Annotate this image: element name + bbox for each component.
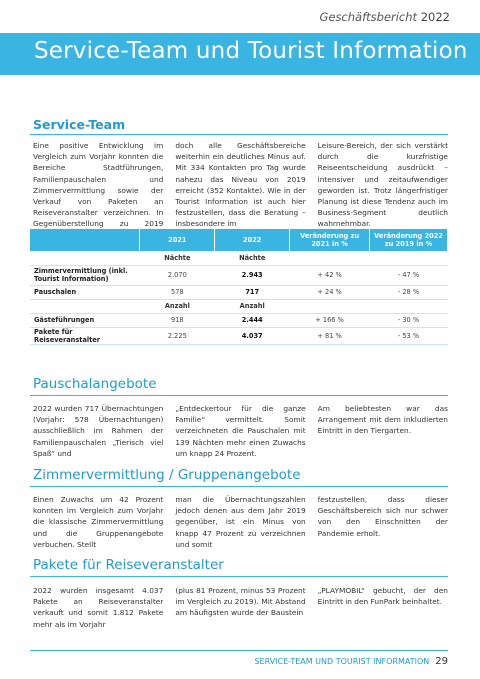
section-title-pauschalangebote: Pauschalangebote xyxy=(33,376,157,392)
paragraph: 2022 wurden 717 Übernachtungen (Vorjahr: 578 Übernachtungen) ausschließlich im Rahmen der Familienpauschalen „Tierisch viel Spaß“ und xyxy=(33,404,164,458)
page-footer xyxy=(254,656,448,667)
pauschal-text xyxy=(33,403,448,459)
table-subheader-row xyxy=(30,251,448,265)
section-rule xyxy=(30,395,448,396)
paragraph: man die Übernachtungszahlen jedoch denen aus dem Jahr 2019 gegenüber, ist ein Minus von knapp 47 Prozent zu verzeichnen und somit xyxy=(175,495,306,549)
paragraph: Am beliebtesten war das Arrangement mit dem inkludierten Eintritt in den Tiergarten. xyxy=(317,404,448,436)
table-header-cell xyxy=(30,229,140,251)
chapter-banner xyxy=(0,33,480,75)
pakete-text xyxy=(33,585,448,630)
section-rule xyxy=(30,134,448,135)
paragraph: Eine positive Entwicklung im Vergleich zum Vorjahr konnten die Bereiche Stadtführungen, Familienpauschalen und Zimmervermittlung sowie der Verkauf von Paketen an Reiseveranstalter verzeichnen. In Gegenüberstellung zu 2019 xyxy=(33,141,164,229)
section-rule xyxy=(30,576,448,577)
service-team-text xyxy=(33,140,448,241)
table-row xyxy=(30,327,448,344)
table-header-cell: 2021 xyxy=(140,229,215,251)
paragraph: (plus 81 Prozent, minus 53 Prozent im Vergleich zu 2019). Mit Abstand am häufigsten wurde der Baustein xyxy=(175,586,306,618)
chapter-title: Service-Team und Tourist Information xyxy=(34,38,468,64)
cell-2022: 717 xyxy=(215,285,290,299)
cell-change-2021: + 166 % xyxy=(290,313,370,327)
section-title-service-team: Service-Team xyxy=(33,117,126,132)
paragraph: 2022 wurden insgesamt 4.037 Pakete an Reiseveranstalter verkauft und somit 1.812 Pakete mehr als im Vorjahr xyxy=(33,586,164,629)
cell-2021: 2.070 xyxy=(140,265,215,285)
page-number: 29 xyxy=(435,656,448,667)
row-label: Gästeführungen xyxy=(30,313,140,327)
section-title-zimmervermittlung: Zimmervermittlung / Gruppenangebote xyxy=(33,467,301,483)
table-header-cell: Veränderung 2022 zu 2019 in % xyxy=(370,229,448,251)
cell-2022: 4.037 xyxy=(215,327,290,344)
section-rule xyxy=(30,486,448,487)
paragraph: festzustellen, dass dieser Geschäftsbereich sich nur schwer von den Einschnitten der Pandemie erholt. xyxy=(317,495,448,538)
table-header-row xyxy=(30,229,448,251)
table-row xyxy=(30,265,448,285)
paragraph: „Entdeckertour für die ganze Familie“ vermittelt. Somit verzeichneten die Pauschalen mit 139 Nächten mehr einen Zuwachs um knapp 24 Prozent. xyxy=(175,404,306,458)
footer-label: SERVICE-TEAM UND TOURIST INFORMATION xyxy=(254,657,430,666)
cell-change-2021: + 24 % xyxy=(290,285,370,299)
cell-change-2019: - 28 % xyxy=(370,285,448,299)
cell-2022: 2.943 xyxy=(215,265,290,285)
table-row xyxy=(30,313,448,327)
cell-change-2021: + 42 % xyxy=(290,265,370,285)
table-row xyxy=(30,285,448,299)
report-title: Geschäftsbericht xyxy=(319,10,418,24)
unit-label: Nächte xyxy=(140,251,215,265)
unit-label: Anzahl xyxy=(140,299,215,313)
report-year: 2022 xyxy=(420,10,450,24)
zimmer-text xyxy=(33,494,448,550)
paragraph: Einen Zuwachs um 42 Prozent konnten im Vergleich zum Vorjahr die klassische Zimmervermittlung und die Gruppenangebote verbuchen. Stellt xyxy=(33,495,164,549)
statistics-table xyxy=(30,229,448,345)
cell-2021: 578 xyxy=(140,285,215,299)
footer-rule xyxy=(30,650,448,651)
cell-2021: 2.225 xyxy=(140,327,215,344)
cell-change-2019: - 30 % xyxy=(370,313,448,327)
cell-change-2021: + 81 % xyxy=(290,327,370,344)
cell-2022: 2.444 xyxy=(215,313,290,327)
cell-2021: 918 xyxy=(140,313,215,327)
report-header xyxy=(319,10,450,24)
table-subheader-row xyxy=(30,299,448,313)
section-title-pakete: Pakete für Reiseveranstalter xyxy=(33,557,224,573)
row-label: Pakete für Reiseveranstalter xyxy=(30,327,140,344)
row-label: Zimmervermittlung (inkl. Tourist Information) xyxy=(30,265,140,285)
cell-change-2019: - 53 % xyxy=(370,327,448,344)
unit-label: Nächte xyxy=(215,251,290,265)
paragraph: doch alle Geschäftsbereiche weiterhin ein deutliches Minus auf. Mit 334 Kontakten pro Tag wurde nahezu das Niveau von 2019 erreicht (352 Kontakte). Wie in der Tourist Information ist auch hier festzustellen, dass die Beratung – insbesondere im xyxy=(175,141,306,229)
paragraph: „PLAYMOBIL“ gebucht, der den Eintritt in den FunPark beinhaltet. xyxy=(317,586,448,607)
paragraph: Leisure-Bereich, der sich verstärkt durch die kurzfristige Reiseentscheidung ausdrückt – intensiver und zeitaufwendiger geworden ist. Trotz längerfristiger Planung ist diese Tendenz auch im Business-Segment deutlich wahrnehmbar. xyxy=(317,141,448,229)
row-label: Pauschalen xyxy=(30,285,140,299)
cell-change-2019: - 47 % xyxy=(370,265,448,285)
unit-label: Anzahl xyxy=(215,299,290,313)
table-header-cell: Veränderung zu 2021 in % xyxy=(290,229,370,251)
table-header-cell: 2022 xyxy=(215,229,290,251)
